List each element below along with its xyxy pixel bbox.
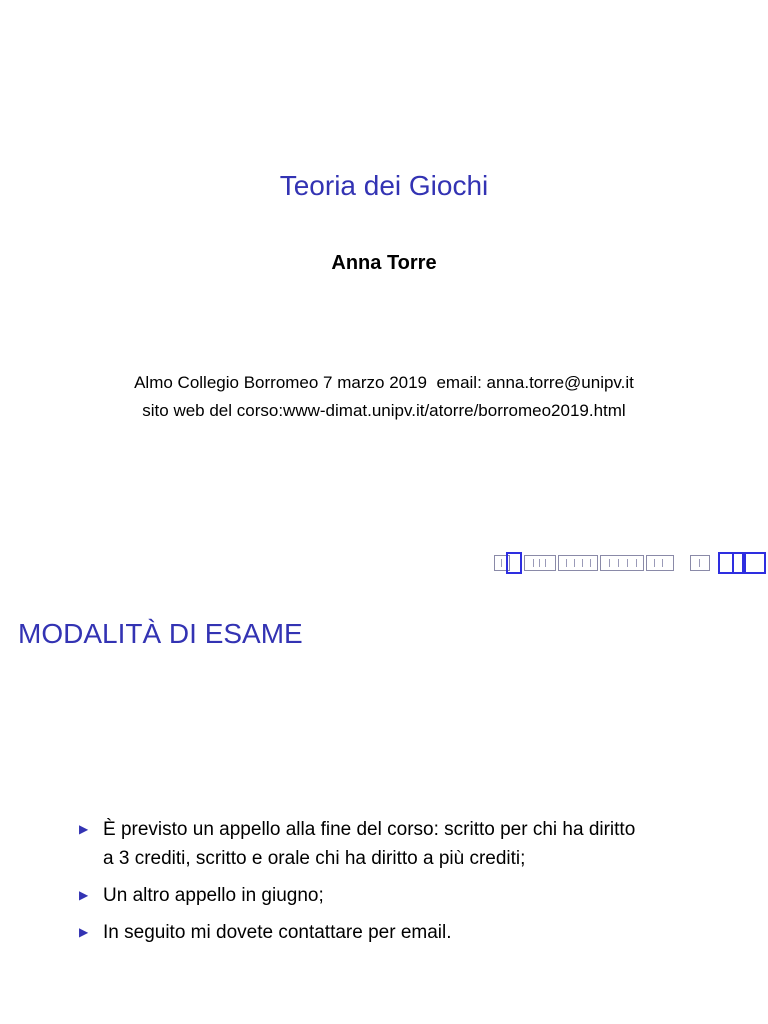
nav-prev-frame-button[interactable] bbox=[506, 552, 522, 574]
list-item bbox=[78, 881, 728, 910]
list-item-text: È previsto un appello alla fine del corso: scritto per chi ha diritto bbox=[103, 819, 636, 840]
list-item bbox=[78, 815, 728, 873]
triangle-bullet-icon: ▶ bbox=[79, 925, 89, 939]
bullet-list bbox=[78, 815, 728, 955]
event-info-line: Almo Collegio Borromeo 7 marzo 2019 email: anna.torre@unipv.it bbox=[134, 373, 634, 392]
course-website-line: sito web del corso:www-dimat.unipv.it/atorre/borromeo2019.html bbox=[142, 401, 626, 420]
nav-find-button[interactable] bbox=[732, 552, 744, 574]
author-name: Anna Torre bbox=[331, 252, 437, 274]
nav-appendix-icon[interactable] bbox=[646, 555, 674, 571]
nav-document-icon[interactable] bbox=[600, 555, 644, 571]
list-item bbox=[78, 918, 728, 947]
nav-back-icon[interactable] bbox=[690, 555, 710, 571]
list-item-text: In seguito mi dovete contattare per email. bbox=[103, 922, 452, 943]
slide-exam-modalities bbox=[0, 512, 768, 1024]
triangle-bullet-icon: ▶ bbox=[79, 888, 89, 902]
beamer-navigation-bar bbox=[494, 552, 766, 574]
triangle-bullet-icon: ▶ bbox=[79, 822, 89, 836]
list-item-text-continuation: a 3 crediti, scritto e orale chi ha diritto a più crediti; bbox=[103, 848, 526, 869]
nav-forward-button[interactable] bbox=[744, 552, 766, 574]
slide-title: MODALITÀ DI ESAME bbox=[18, 618, 303, 649]
nav-section-icon[interactable] bbox=[558, 555, 598, 571]
presentation-title: Teoria dei Giochi bbox=[279, 170, 489, 201]
list-item-text: Un altro appello in giugno; bbox=[103, 885, 324, 906]
nav-subsection-icon[interactable] bbox=[524, 555, 556, 571]
